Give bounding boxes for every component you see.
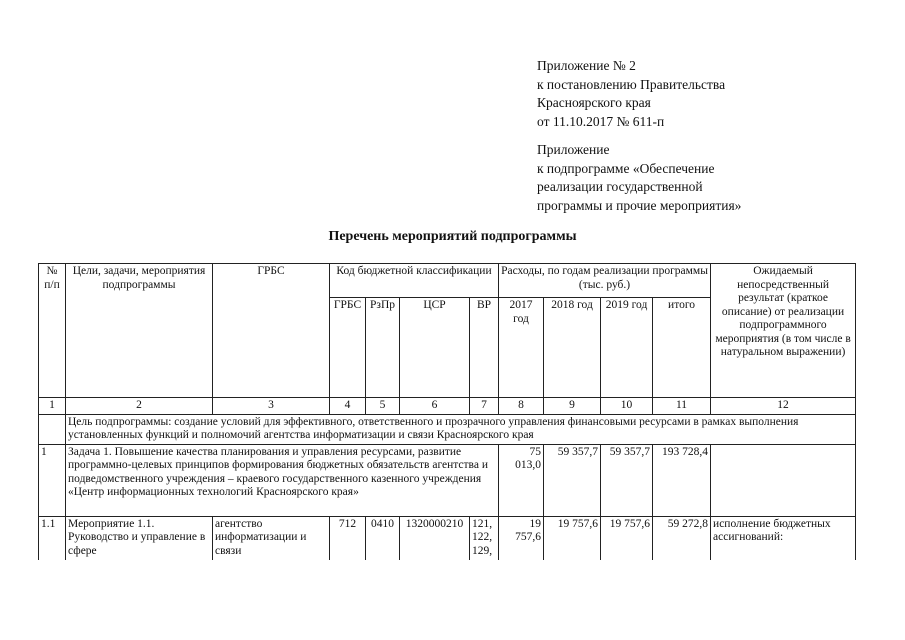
- appendix-header: [537, 141, 741, 215]
- event-2017: 19 757,6: [499, 516, 544, 560]
- goal-text: Цель подпрограммы: создание условий для эффективного, ответственного и прозрачного управления финансовыми ресурсами в рамках выполнения установленных функций и полномочий агентства информатизации и связи Красноярского края: [66, 414, 856, 444]
- col-number: 4: [330, 398, 366, 415]
- goal-num-cell: [39, 414, 66, 444]
- approval-header: [537, 57, 725, 131]
- task-2017: 75 013,0: [499, 444, 544, 516]
- column-numbers-row: [39, 398, 856, 415]
- document-title: Перечень мероприятий подпрограммы: [328, 229, 577, 244]
- header-line: к подпрограмме «Обеспечение: [537, 160, 715, 176]
- header-2017: 2017 год: [499, 298, 544, 398]
- col-number: 7: [470, 398, 499, 415]
- header-sub-grbs: ГРБС: [330, 298, 366, 398]
- event-2018: 19 757,6: [544, 516, 601, 560]
- event-num: 1.1: [39, 516, 66, 560]
- col-number: 1: [39, 398, 66, 415]
- header-line: к постановлению Правительства: [537, 76, 726, 92]
- col-number: 8: [499, 398, 544, 415]
- col-number: 3: [213, 398, 330, 415]
- event-vr: 121, 122, 129,: [470, 516, 499, 560]
- header-line: Красноярского края: [537, 95, 651, 110]
- task-2018: 59 357,7: [544, 444, 601, 516]
- event-grbs-name: агентство информатизации и связи: [213, 516, 330, 560]
- header-sub-vr: ВР: [470, 298, 499, 398]
- header-line: реализации государственной: [537, 179, 703, 194]
- header-line: Приложение № 2: [537, 58, 636, 73]
- event-2019: 19 757,6: [601, 516, 653, 560]
- event-result: исполнение бюджетных ассигнований:: [711, 516, 856, 560]
- event-csr: 1320000210: [400, 516, 470, 560]
- task-row: [39, 444, 856, 516]
- col-number: 5: [366, 398, 400, 415]
- header-line: программы и прочие мероприятия»: [537, 197, 742, 213]
- task-num: 1: [39, 444, 66, 516]
- task-text: Задача 1. Повышение качества планирования и управления ресурсами, развитие программно-целевых принципов формирования бюджетных обязательств агентства и подведомственного учреждения – краевого государственного казенного учреждения «Центр информационных технологий Красноярского края»: [66, 444, 499, 516]
- header-num: № п/п: [39, 264, 66, 398]
- event-text: Мероприятие 1.1. Руководство и управление в сфере: [66, 516, 213, 560]
- header-goals: Цели, задачи, мероприятия подпрограммы: [66, 264, 213, 398]
- goal-row: [39, 414, 856, 444]
- col-number: 11: [653, 398, 711, 415]
- event-row: [39, 516, 856, 560]
- col-number: 10: [601, 398, 653, 415]
- task-result: [711, 444, 856, 516]
- task-2019: 59 357,7: [601, 444, 653, 516]
- header-line: Приложение: [537, 142, 610, 157]
- header-2018: 2018 год: [544, 298, 601, 398]
- header-grbs: ГРБС: [213, 264, 330, 398]
- col-number: 12: [711, 398, 856, 415]
- col-number: 2: [66, 398, 213, 415]
- event-rzpr: 0410: [366, 516, 400, 560]
- header-sub-csr: ЦСР: [400, 298, 470, 398]
- header-total: итого: [653, 298, 711, 398]
- header-2019: 2019 год: [601, 298, 653, 398]
- header-expenses: Расходы, по годам реализации программы (тыс. руб.): [499, 264, 711, 298]
- header-line: от 11.10.2017 № 611-п: [537, 113, 665, 129]
- col-number: 9: [544, 398, 601, 415]
- activities-table: [38, 263, 856, 560]
- header-sub-rzpr: РзПр: [366, 298, 400, 398]
- header-expected-result: Ожидаемый непосредственный результат (краткое описание) от реализации подпрограммного мероприятия (в том числе в натуральном выражении): [711, 264, 856, 398]
- task-total: 193 728,4: [653, 444, 711, 516]
- event-total: 59 272,8: [653, 516, 711, 560]
- header-budget-code: Код бюджетной классификации: [330, 264, 499, 298]
- event-grbs: 712: [330, 516, 366, 560]
- col-number: 6: [400, 398, 470, 415]
